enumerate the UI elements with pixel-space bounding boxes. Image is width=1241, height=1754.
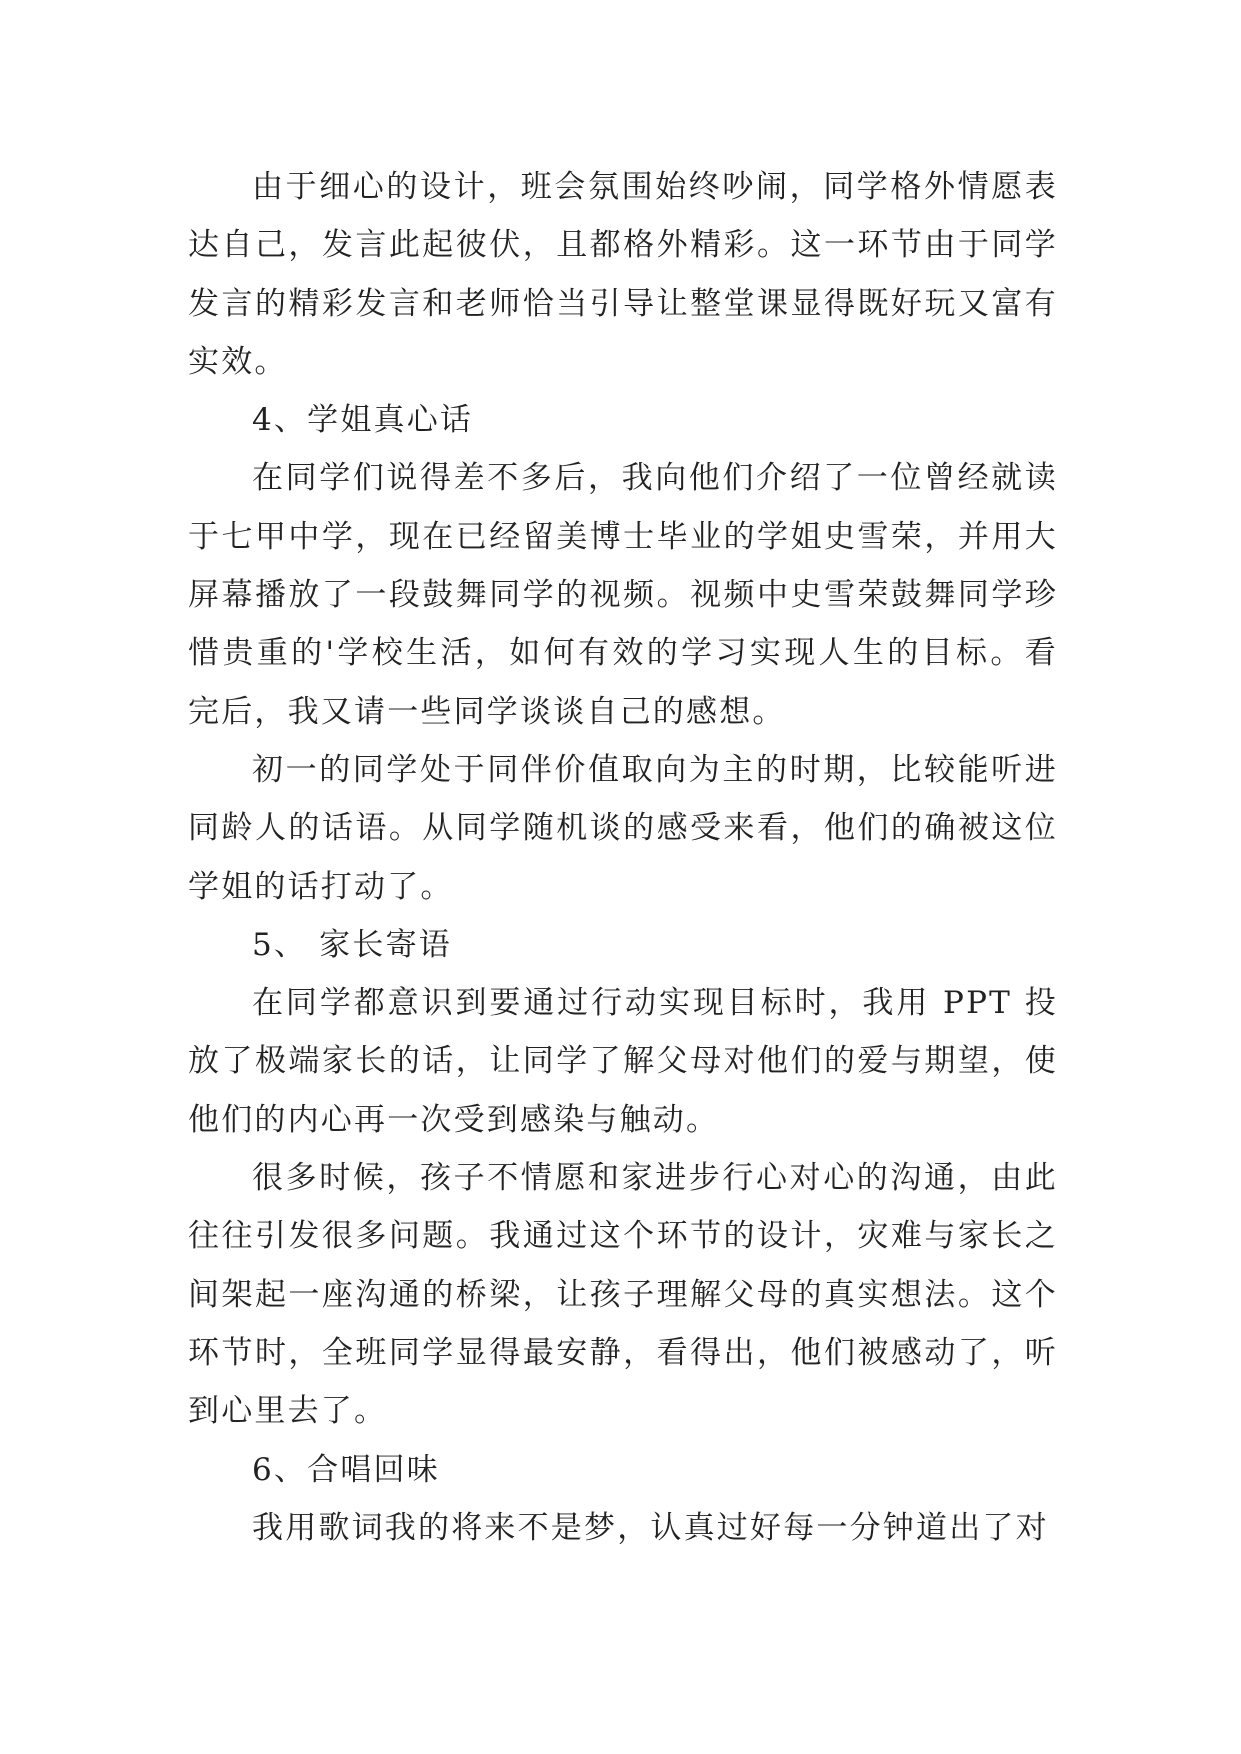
paragraph-senior-video: 在同学们说得差不多后，我向他们介绍了一位曾经就读于七甲中学，现在已经留美博士毕业的学姐史雪荣，并用大屏幕播放了一段鼓舞同学的视频。视频中史雪荣鼓舞同学珍惜贵重的'学校生活，如何有效的学习实现人生的目标。看完后，我又请一些同学谈谈自己的感想。 xyxy=(188,460,1058,730)
section-heading-parent-message: 5、 家长寄语 xyxy=(252,926,452,963)
document-body xyxy=(188,158,1058,1557)
section-heading-chorus: 6、合唱回味 xyxy=(252,1451,440,1488)
paragraph-ppt-parent-words: 在同学都意识到要通过行动实现目标时，我用 PPT 投放了极端家长的话，让同学了解父母对他们的爱与期望，使他们的内心再一次受到感染与触动。 xyxy=(188,985,1058,1138)
paragraph-peer-influence: 初一的同学处于同伴价值取向为主的时期，比较能听进同龄人的话语。从同学随机谈的感受来看，他们的确被这位学姐的话打动了。 xyxy=(188,751,1058,905)
paragraph-communication-bridge: 很多时候，孩子不情愿和家进步行心对心的沟通，由此往往引发很多问题。我通过这个环节的设计，灾难与家长之间架起一座沟通的桥梁，让孩子理解父母的真实想法。这个环节时，全班同学显得最安静，看得出，他们被感动了，听到心里去了。 xyxy=(188,1160,1058,1430)
paragraph-discussion-summary: 由于细心的设计，班会氛围始终吵闹，同学格外情愿表达自己，发言此起彼伏，且都格外精彩。这一环节由于同学发言的精彩发言和老师恰当引导让整堂课显得既好玩又富有实效。 xyxy=(188,169,1058,380)
paragraph-song-lyrics: 我用歌词我的将来不是梦，认真过好每一分钟道出了对 xyxy=(252,1509,1049,1546)
section-heading-senior-words: 4、学姐真心话 xyxy=(252,402,474,439)
